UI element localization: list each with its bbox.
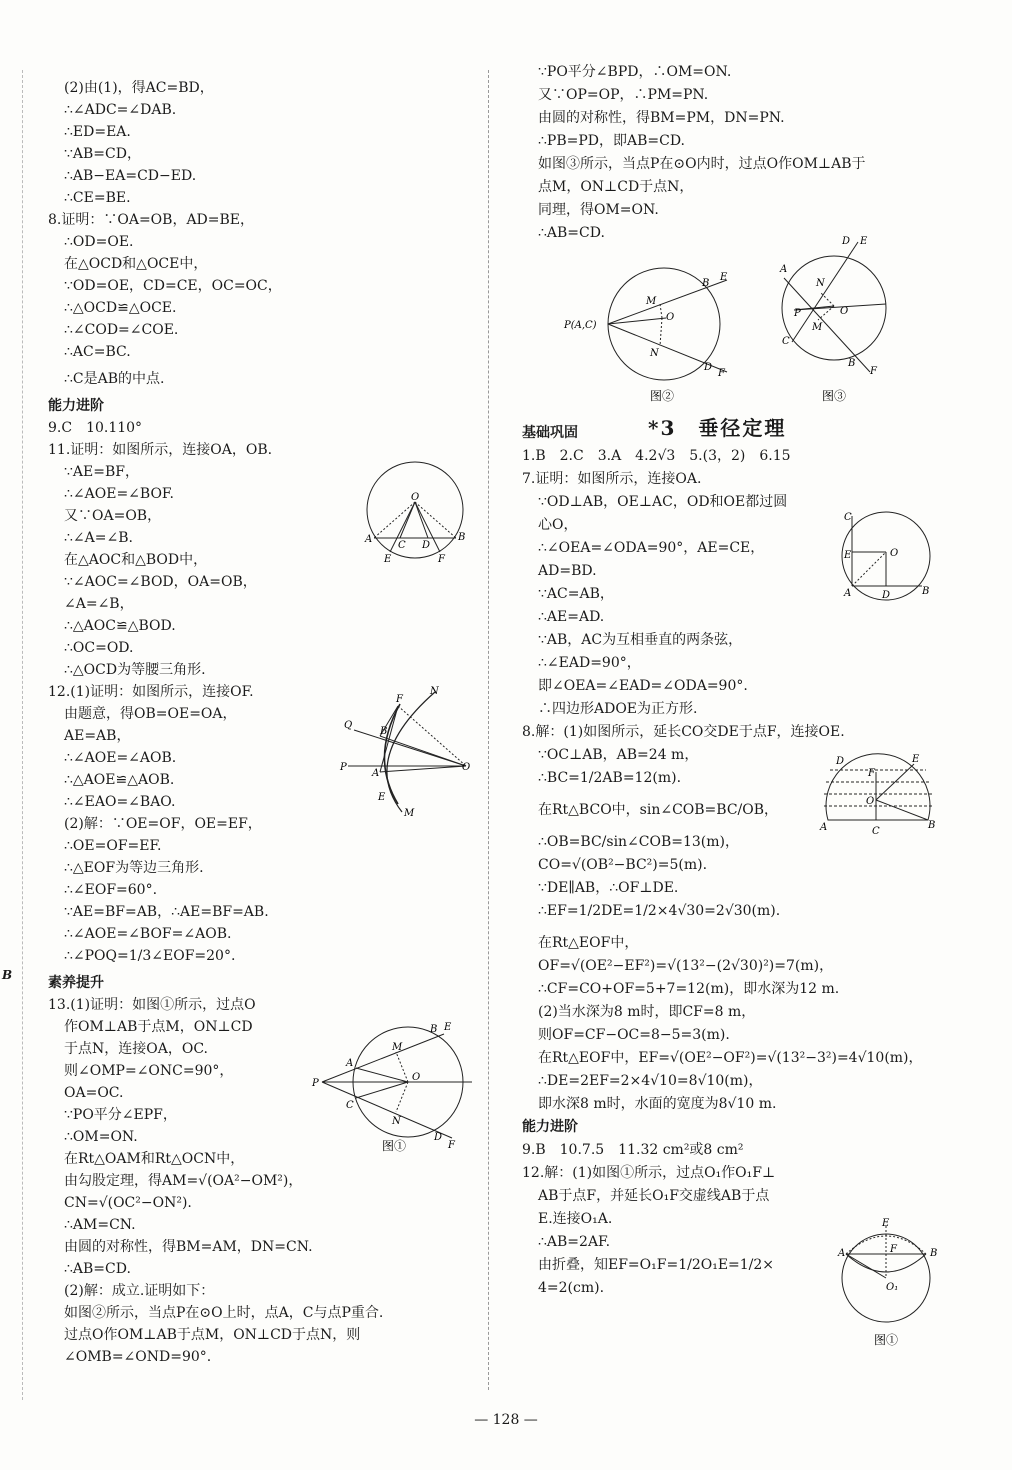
text-line: AE=AB， — [64, 728, 131, 744]
text-line: 在△AOC和△BOD中， — [64, 552, 208, 568]
text-line: 又∵OA=OB， — [64, 508, 162, 524]
section-heading: 能力进阶 — [48, 398, 104, 414]
text-line: ∵AB，AC为互相垂直的两条弦， — [538, 632, 743, 648]
figure-8 — [816, 748, 941, 843]
text-line: 则∠OMP=∠ONC=90°， — [64, 1063, 234, 1079]
svg-text:E: E — [378, 792, 386, 803]
text-line: ∴BC=1/2AB=12(m). — [538, 770, 682, 786]
text-line: ∵AC=AB， — [538, 586, 614, 602]
text-line: ∴∠POQ=1/3∠EOF=20°. — [64, 948, 236, 964]
svg-text:D: D — [836, 756, 845, 767]
svg-text:F: F — [448, 1140, 455, 1151]
svg-text:O: O — [890, 548, 899, 559]
text-line: ∴OB=BC/sin∠COB=13(m)， — [538, 834, 740, 850]
text-line: ∵PO平分∠EPF， — [64, 1107, 177, 1123]
text-line: 在△OCD和△OCE中， — [64, 256, 208, 272]
text-line: (2)解：成立.证明如下： — [64, 1283, 215, 1299]
text-line: ∴∠EAD=90°， — [538, 655, 641, 671]
text-line: 过点O作OM⊥AB于点M，ON⊥CD于点N，则 — [64, 1327, 361, 1343]
text-line: ∴OC=OD. — [64, 640, 134, 656]
svg-text:E: E — [882, 1218, 890, 1229]
svg-text:F: F — [718, 368, 725, 379]
svg-text:D: D — [434, 1132, 443, 1143]
svg-text:A: A — [820, 822, 828, 833]
text-line: 如图②所示，当点P在⊙O上时，点A，C与点P重合. — [64, 1305, 384, 1321]
svg-text:C: C — [844, 512, 852, 523]
section-heading: 素养提升 — [48, 975, 104, 991]
text-line: 同理，得OM=ON. — [538, 202, 659, 218]
svg-text:N: N — [650, 348, 659, 359]
svg-text:P: P — [340, 762, 347, 773]
text-line: 由折叠，知EF=O₁F=1/2O₁E=1/2× — [538, 1257, 775, 1273]
svg-text:B: B — [928, 820, 936, 831]
svg-text:C: C — [782, 336, 790, 347]
text-line: 则OF=CF−OC=8−5=3(m). — [538, 1027, 730, 1043]
text-line: ∴AB=2AF. — [538, 1234, 611, 1250]
svg-text:D: D — [422, 540, 431, 551]
text-line: 在Rt△EOF中， — [538, 935, 639, 951]
svg-text:N: N — [392, 1116, 401, 1127]
svg-text:B: B — [848, 358, 856, 369]
text-line: 于点N，连接OA，OC. — [64, 1041, 208, 1057]
text-line: 8.证明：∵OA=OB，AD=BE， — [48, 212, 255, 228]
svg-text:B: B — [922, 586, 930, 597]
svg-text:M: M — [646, 296, 657, 307]
text-line: ∴∠AOE=∠AOB. — [64, 750, 177, 766]
svg-text:图②: 图② — [650, 389, 675, 403]
text-line: ∴∠AOE=∠BOF=∠AOB. — [64, 926, 232, 942]
svg-text:A: A — [844, 588, 852, 599]
svg-text:E: E — [860, 236, 868, 247]
svg-text:M: M — [392, 1042, 403, 1053]
svg-text:A: A — [365, 534, 373, 545]
svg-text:O: O — [840, 306, 849, 317]
text-line: 又∵OP=OP，∴PM=PN. — [538, 87, 709, 103]
text-line: ∠OMB=∠OND=90°. — [64, 1349, 212, 1365]
text-line: ∵PO平分∠BPD，∴OM=ON. — [538, 64, 732, 80]
text-line: 由圆的对称性，得BM=AM，DN=CN. — [64, 1239, 313, 1255]
text-line: ∴四边形ADOE为正方形. — [538, 701, 698, 717]
svg-text:F: F — [396, 694, 403, 705]
section-heading: 能力进阶 — [522, 1119, 578, 1135]
text-line: 心O， — [538, 517, 578, 533]
page-edge-line — [22, 70, 23, 1400]
svg-text:E: E — [844, 550, 852, 561]
text-line: ∴AM=CN. — [64, 1217, 136, 1233]
text-line: ∴OD=OE. — [64, 234, 134, 250]
text-line: (2)解：∵OE=OF，OE=EF， — [64, 816, 262, 832]
text-line: ∵OC⊥AB，AB=24 m， — [538, 747, 699, 763]
svg-text:B: B — [380, 726, 388, 737]
text-line: ∴△OCD为等腰三角形. — [64, 662, 206, 678]
text-line: ∵∠AOC=∠BOD，OA=OB， — [64, 574, 257, 590]
figure-13-2 — [562, 266, 742, 406]
svg-text:M: M — [404, 808, 415, 819]
text-line: AB于点F，并延长O₁F交虚线AB于点 — [538, 1188, 770, 1204]
svg-text:D: D — [842, 236, 851, 247]
text-line: CO=√(OB²−BC²)=5(m). — [538, 857, 708, 873]
text-line: 4=2(cm). — [538, 1280, 605, 1296]
svg-text:O: O — [866, 796, 875, 807]
svg-text:P: P — [312, 1078, 319, 1089]
svg-text:图③: 图③ — [822, 389, 847, 403]
text-line: ∴EF=1/2DE=1/2×4√30=2√30(m). — [538, 903, 781, 919]
svg-text:图①: 图① — [382, 1139, 407, 1153]
svg-text:C: C — [872, 826, 880, 837]
text-line: 12.解：(1)如图①所示，过点O₁作O₁F⊥ — [522, 1165, 776, 1181]
text-line: ∵OD=OE，CD=CE，OC=OC， — [64, 278, 282, 294]
svg-text:B: B — [458, 532, 466, 543]
text-line: ∴AB=CD. — [64, 1261, 131, 1277]
text-line: ∴ED=EA. — [64, 124, 131, 140]
text-line: ∴△AOE≌△AOB. — [64, 772, 175, 788]
text-line: (2)当水深为8 m时，即CF=8 m， — [538, 1004, 756, 1020]
text-line: ∴AB=CD. — [538, 225, 605, 241]
text-line: 13.(1)证明：如图①所示，过点O — [48, 997, 256, 1013]
text-line: ∴OE=OF=EF. — [64, 838, 162, 854]
text-line: OA=OC. — [64, 1085, 124, 1101]
text-line: OF=√(OE²−EF²)=√(13²−(2√30)²)=7(m)， — [538, 958, 834, 974]
text-line: 由圆的对称性，得BM=PM，DN=PN. — [538, 110, 785, 126]
section-heading: 基础巩固 — [522, 425, 578, 441]
text-line: AD=BD. — [538, 563, 597, 579]
text-line: 12.(1)证明：如图所示，连接OF. — [48, 684, 254, 700]
text-line: ∴CE=BE. — [64, 190, 131, 206]
svg-text:A: A — [346, 1058, 354, 1069]
svg-text:P(A,C): P(A,C) — [564, 320, 597, 331]
text-line: 即∠OEA=∠EAD=∠ODA=90°. — [538, 678, 748, 694]
page-number: — 128 — — [474, 1412, 538, 1428]
text-line: 1.B 2.C 3.A 4.2√3 5.(3，2) 6.15 — [522, 448, 791, 464]
fig11-label: O — [411, 492, 420, 503]
text-line: ∵AE=BF， — [64, 464, 139, 480]
text-line: ∴∠OEA=∠ODA=90°，AE=CE， — [538, 540, 765, 556]
text-line: ∴AE=AD. — [538, 609, 605, 625]
text-line: ∴∠ADC=∠DAB. — [64, 102, 177, 118]
svg-text:F: F — [868, 768, 875, 779]
text-line: CN=√(OC²−ON²). — [64, 1195, 192, 1211]
svg-text:E: E — [444, 1022, 452, 1033]
text-line: 由勾股定理，得AM=√(OA²−OM²)， — [64, 1173, 303, 1189]
text-line: ∴∠EAO=∠BAO. — [64, 794, 176, 810]
text-line: 点M，ON⊥CD于点N， — [538, 179, 694, 195]
text-line: E.连接O₁A. — [538, 1211, 613, 1227]
text-line: 作OM⊥AB于点M，ON⊥CD — [64, 1019, 253, 1035]
svg-text:A: A — [838, 1248, 846, 1259]
text-line: ∴OM=ON. — [64, 1129, 138, 1145]
text-line: ∴AC=BC. — [64, 344, 131, 360]
text-line: ∴AB−EA=CD−ED. — [64, 168, 197, 184]
svg-text:A: A — [372, 768, 380, 779]
svg-text:E: E — [384, 554, 392, 565]
svg-text:O₁: O₁ — [886, 1282, 899, 1293]
text-line: ∴CF=CO+OF=5+7=12(m)，即水深为12 m. — [538, 981, 840, 997]
text-line: (2)由(1)，得AC=BD， — [64, 80, 214, 96]
column-divider — [488, 70, 489, 1390]
text-line: 9.C 10.110° — [48, 420, 143, 436]
svg-text:O: O — [666, 312, 675, 323]
text-line: 即水深8 m时，水面的宽度为8√10 m. — [538, 1096, 777, 1112]
svg-text:A: A — [780, 264, 788, 275]
svg-text:M: M — [812, 322, 823, 333]
figure-11 — [360, 460, 470, 570]
figure-12 — [340, 688, 475, 818]
text-line: 由题意，得OB=OE=OA， — [64, 706, 237, 722]
text-line: ∴△AOC≌△BOD. — [64, 618, 176, 634]
text-line: ∴PB=PD，即AB=CD. — [538, 133, 686, 149]
svg-text:O: O — [412, 1072, 421, 1083]
figure-12-right — [838, 1218, 948, 1358]
text-line: ∴∠COD=∠COE. — [64, 322, 179, 338]
svg-text:N: N — [430, 686, 439, 697]
svg-text:C: C — [398, 540, 406, 551]
svg-text:F: F — [438, 554, 445, 565]
svg-text:F: F — [890, 1244, 897, 1255]
svg-text:E: E — [720, 272, 728, 283]
text-line: ∵OD⊥AB，OE⊥AC，OD和OE都过圆 — [538, 494, 788, 510]
svg-text:Q: Q — [344, 720, 353, 731]
section-title: *3 垂径定理 — [648, 416, 787, 440]
svg-text:B: B — [430, 1024, 438, 1035]
svg-text:F: F — [870, 366, 877, 377]
text-line: 在Rt△EOF中，EF=√(OE²−OF²)=√(13²−3²)=4√10(m)， — [538, 1050, 923, 1066]
text-line: 11.证明：如图所示，连接OA，OB. — [48, 442, 273, 458]
figure-7 — [836, 506, 946, 606]
svg-text:B: B — [930, 1248, 938, 1259]
text-line: ∴∠AOE=∠BOF. — [64, 486, 174, 502]
text-line: 如图③所示，当点P在⊙O内时，过点O作OM⊥AB于 — [538, 156, 866, 172]
text-line: 7.证明：如图所示，连接OA. — [522, 471, 702, 487]
text-line: ∴∠EOF=60°. — [64, 882, 158, 898]
side-mark: B — [2, 968, 13, 982]
text-line: ∴△EOF为等边三角形. — [64, 860, 204, 876]
text-line: ∴C是AB的中点. — [64, 371, 165, 387]
svg-text:O: O — [462, 762, 471, 773]
text-line: ∠A=∠B， — [64, 596, 134, 612]
text-line: 在Rt△OAM和Rt△OCN中， — [64, 1151, 245, 1167]
svg-text:N: N — [816, 278, 825, 289]
svg-text:图①: 图① — [874, 1333, 899, 1347]
text-line: 8.解：(1)如图所示，延长CO交DE于点F，连接OE. — [522, 724, 845, 740]
text-line: ∵DE∥AB，∴OF⊥DE. — [538, 880, 679, 896]
text-line: ∵AB=CD， — [64, 146, 141, 162]
figure-13-1 — [312, 1020, 477, 1165]
text-line: ∴∠A=∠B. — [64, 530, 133, 546]
svg-text:P: P — [794, 308, 801, 319]
svg-text:B: B — [702, 278, 710, 289]
text-line: ∴△OCD≌△OCE. — [64, 300, 177, 316]
svg-text:C: C — [346, 1100, 354, 1111]
text-line: 在Rt△BCO中，sin∠COB=BC/OB， — [538, 802, 779, 818]
text-line: ∵AE=BF=AB，∴AE=BF=AB. — [64, 904, 269, 920]
figure-13-3 — [774, 232, 904, 407]
text-line: ∴DE=2EF=2×4√10=8√10(m)， — [538, 1073, 763, 1089]
svg-text:D: D — [882, 590, 891, 601]
text-line: 9.B 10.7.5 11.32 cm²或8 cm² — [522, 1142, 744, 1158]
svg-text:D: D — [704, 362, 713, 373]
svg-text:E: E — [912, 754, 920, 765]
